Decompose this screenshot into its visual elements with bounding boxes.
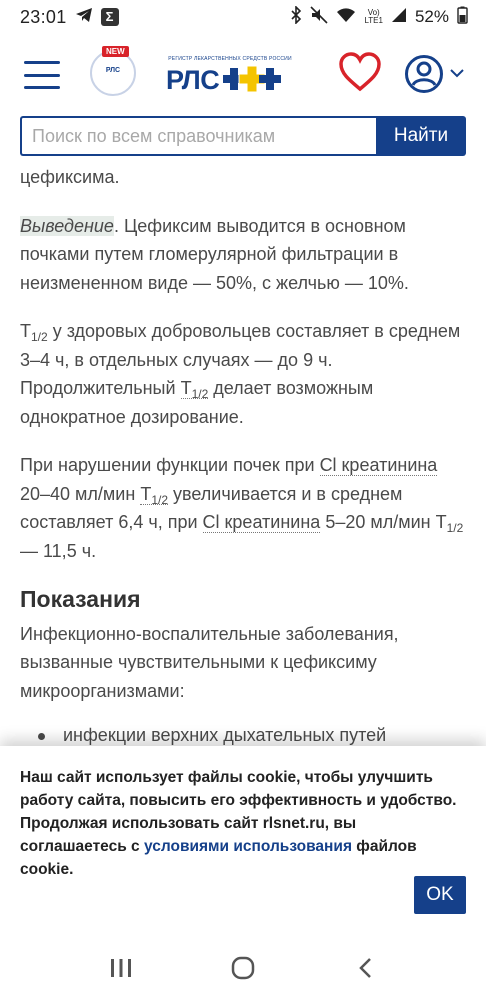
menu-burger-icon[interactable]	[24, 61, 60, 89]
telegram-icon	[75, 7, 93, 28]
site-header	[0, 34, 486, 116]
rls-logo[interactable]	[166, 56, 294, 97]
article-text-cut: цефиксима.	[20, 167, 120, 187]
logo-name: РЛС	[166, 65, 220, 95]
badge-text: РЛС	[105, 67, 121, 74]
logo-tagline: РЕГИСТР ЛЕКАРСТВЕННЫХ СРЕДСТВ РОССИИ	[168, 56, 292, 62]
user-account-icon[interactable]	[404, 52, 466, 96]
cl-creatinine-link[interactable]: Cl креатинина	[202, 512, 321, 532]
system-navbar	[0, 936, 486, 1000]
cl-creatinine-link[interactable]: Cl креатинина	[319, 455, 438, 475]
status-time: 23:01	[20, 6, 67, 27]
bullet-icon	[38, 733, 45, 740]
indications-text: Инфекционно-воспалительные заболевания, вызванные чувствительными к цефиксиму микроорганизмами:	[20, 623, 399, 701]
renal-text-d: 5–20 мл/мин	[320, 512, 436, 532]
status-bar	[0, 0, 486, 34]
new-label: NEW	[102, 46, 129, 57]
cookie-ok-button[interactable]: OK	[414, 876, 466, 914]
home-icon[interactable]	[223, 948, 263, 988]
wifi-icon	[336, 7, 356, 28]
favorites-heart-icon[interactable]	[338, 52, 382, 92]
t-half-link[interactable]: $T_{1/2}$	[180, 378, 209, 401]
search-input[interactable]	[20, 116, 376, 156]
renal-text-e: — 11,5 ч.	[20, 540, 97, 561]
lte-indicator: Vo) LTE1	[364, 8, 383, 25]
bluetooth-icon	[290, 6, 302, 29]
chevron-down-icon	[450, 65, 464, 83]
cookie-text: Наш сайт использует файлы cookie, чтобы улучшить работу сайта, повысить его эффективность и удобство. Продолжая использовать сайт rlsnet.ru, вы соглашаетесь с условиями использования файлов cookie.	[20, 769, 457, 878]
halflife-text-a: у здоровых добровольцев составляет в среднем 3–4 ч, в отдельных случаях — до 9 ч. Продолжительный	[20, 321, 461, 398]
search-button[interactable]: Найти	[376, 116, 466, 156]
t-half: $T_{1/2}$	[435, 512, 464, 535]
sigma-app-icon: Σ	[101, 8, 119, 26]
excretion-label: Выведение	[20, 215, 114, 236]
halflife-text-b: делает возможным однократное дозирование.	[20, 378, 374, 427]
back-icon[interactable]	[345, 948, 385, 988]
mute-icon	[310, 6, 328, 29]
list-item-text: инфекции верхних дыхательных путей	[63, 725, 387, 745]
search-bar	[20, 116, 466, 156]
excretion-text: . Цефиксим выводится в основном почками путем гломерулярной фильтрации в неизмененном виде — 50%, с желчью — 10%.	[20, 215, 409, 293]
excretion-paragraph	[20, 212, 466, 298]
signal-icon	[391, 7, 407, 28]
logo-crosses-icon	[223, 64, 281, 97]
indications-heading: Показания	[20, 586, 141, 612]
battery-icon	[457, 6, 468, 29]
renal-paragraph	[20, 451, 466, 565]
article-content	[20, 156, 466, 750]
t-half-1: $T_{1/2}$	[20, 321, 48, 344]
renal-text-b: 20–40 мл/мин	[20, 483, 141, 504]
terms-link[interactable]: условиями использования	[143, 838, 352, 855]
recent-apps-icon[interactable]	[101, 948, 141, 988]
battery-percent: 52%	[414, 7, 449, 26]
halflife-paragraph	[20, 317, 466, 431]
renal-text-c: увеличивается и в среднем составляет 6,4 ч, при	[20, 483, 403, 532]
new-badge-logo[interactable]	[90, 47, 136, 96]
t-half-link[interactable]: $T_{1/2}$	[140, 483, 168, 507]
cookie-banner	[0, 746, 486, 936]
renal-text-a: При нарушении функции почек при	[20, 455, 320, 475]
